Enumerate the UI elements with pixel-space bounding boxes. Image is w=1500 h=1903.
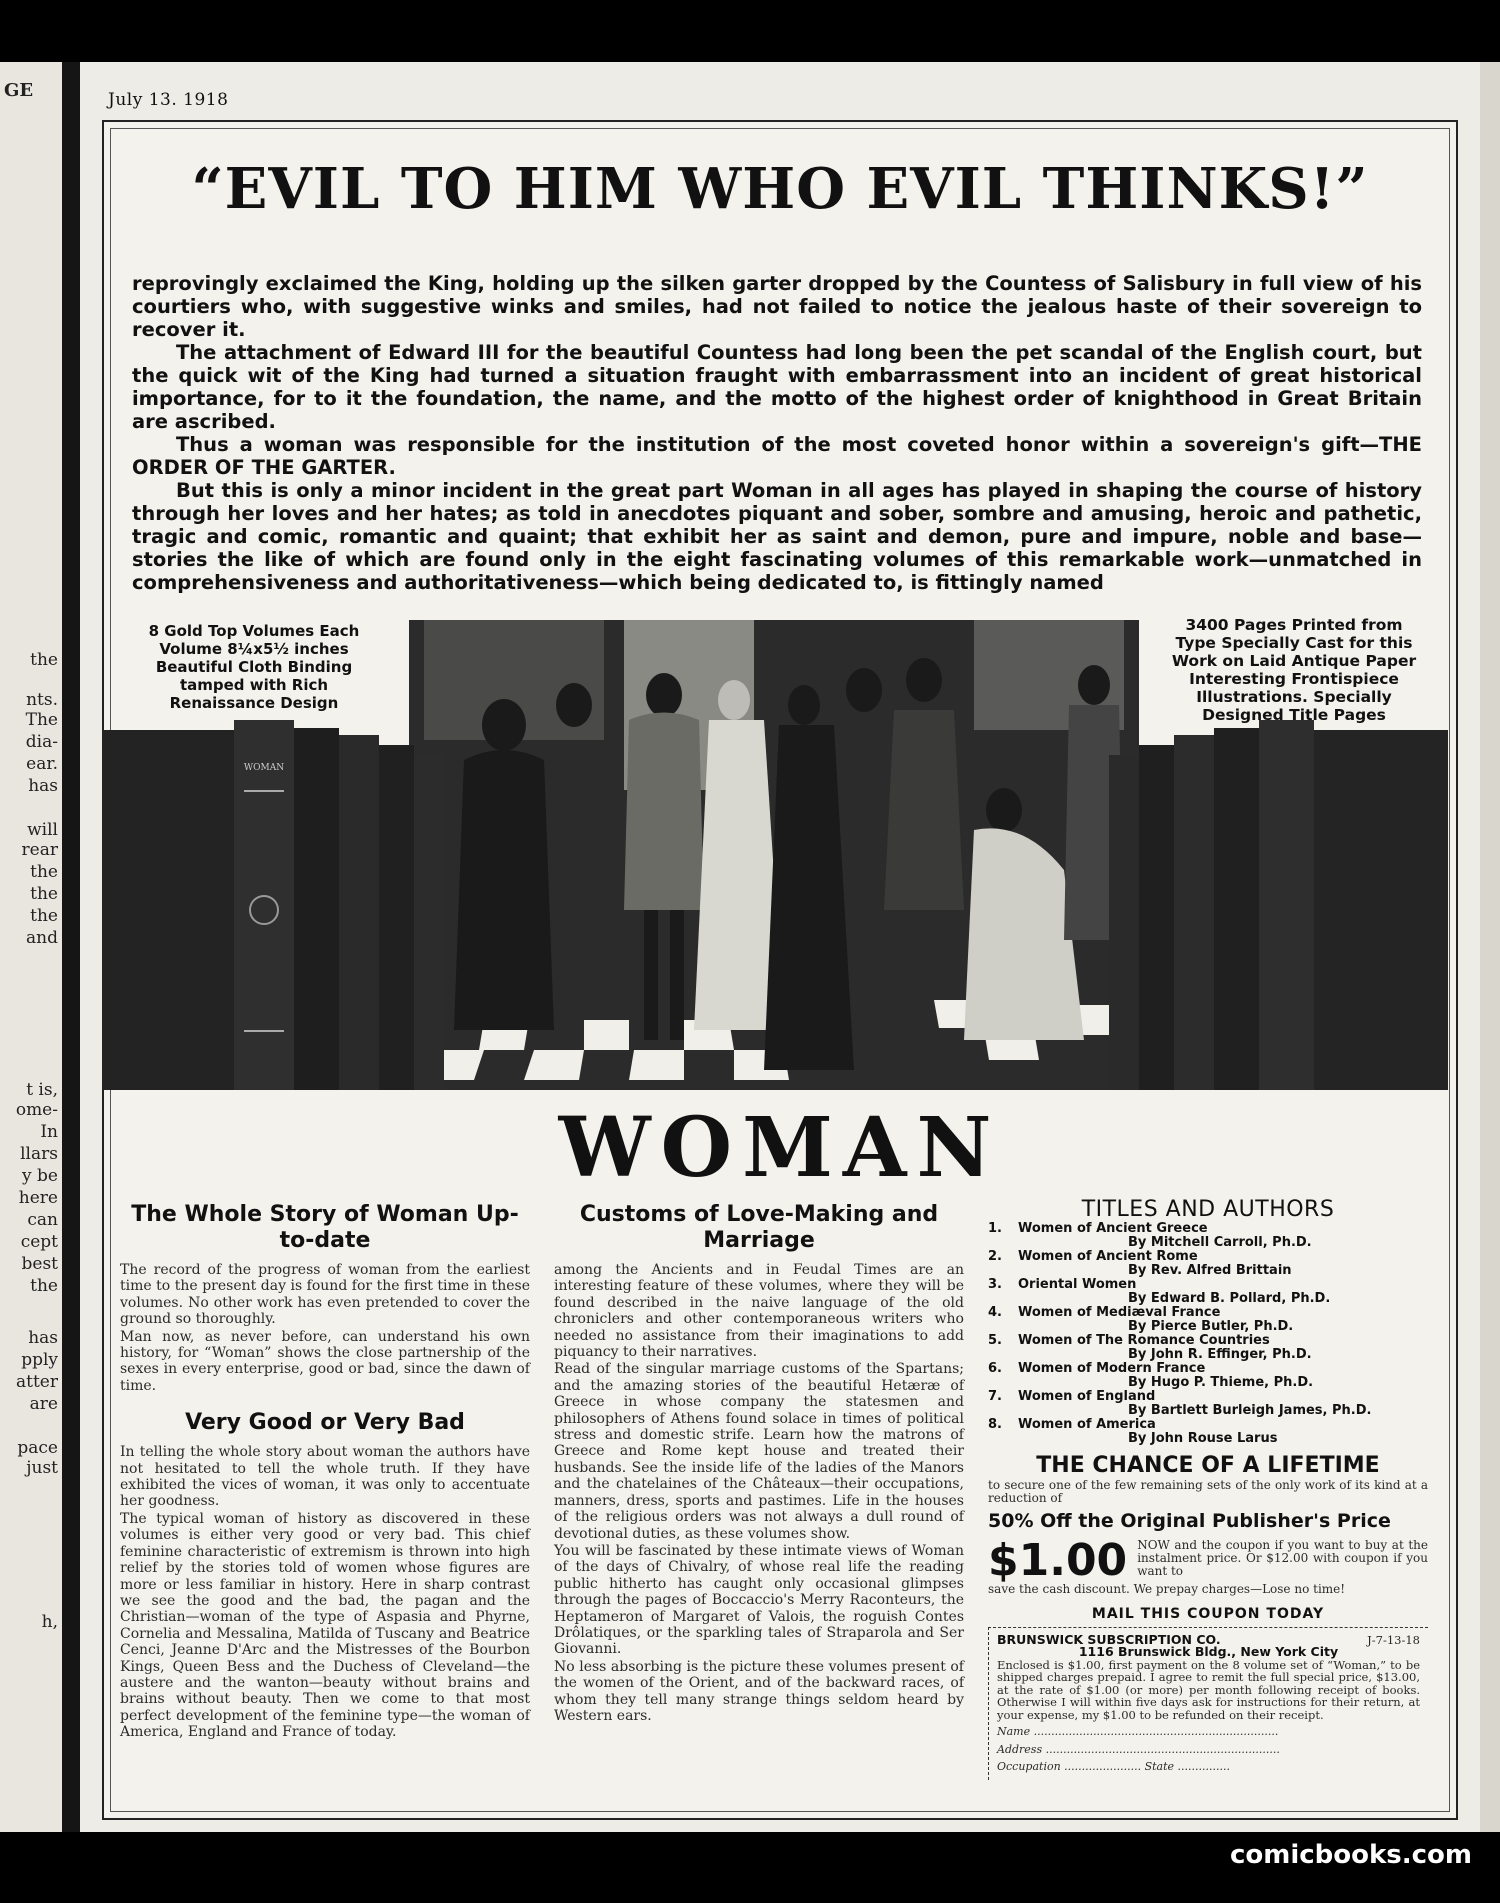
coupon-address: 1116 Brunswick Bldg., New York City (1078, 1644, 1339, 1660)
order-coupon (988, 1627, 1428, 1780)
watermark: comicbooks.com (1229, 1840, 1472, 1870)
adjacent-page-fragment: just (26, 1458, 58, 1478)
column-paragraph: Read of the singular marriage customs of the Spartans; and the amazing stories of the beautiful Hetæræ of Greece in whose company the statesmen and philosophers of Athens found solace in times of political stress and domestic strife. Learn how the matrons of Greece and Rome kept house and treated their husbands. See the inside life of the ladies of the Manors and the chatelaines of the Châteaux—their occupations, manners, dress, sports and pastimes. Life in the houses of the religious orders was not always a dull round of devotional duties, as these volumes show. (554, 1361, 964, 1542)
adjacent-page-fragment: nts. (26, 690, 58, 710)
title-entry (988, 1222, 1428, 1250)
adjacent-page-fragment: ear. (26, 754, 58, 774)
price-text: NOW and the coupon if you want to buy at the instalment price. Or $12.00 with coupon if you want to (1137, 1538, 1428, 1579)
coupon-heading: MAIL THIS COUPON TODAY (1091, 1606, 1325, 1623)
intro-paragraph: reprovingly exclaimed the King, holding up the silken garter dropped by the Countess of Salisbury in full view of his courtiers who, with suggestive winks and smiles, had not failed to notice the jealous haste of their sovereign to recover it. (132, 272, 1422, 341)
column-titles-order (988, 1197, 1428, 1780)
adjacent-page-fragment: y be (22, 1166, 58, 1186)
volume-title: Women of Ancient Greece (1018, 1221, 1208, 1237)
adjacent-page-fragment: the (30, 862, 58, 882)
coupon-code: J-7-13-18 (1367, 1632, 1420, 1647)
column-heading: The Whole Story of Woman Up-to-date (131, 1202, 519, 1253)
adjacent-page-fragment: h, (41, 1612, 58, 1632)
volume-author: By Bartlett Burleigh James, Ph.D. (1128, 1403, 1372, 1419)
volume-author: By Mitchell Carroll, Ph.D. (1128, 1235, 1312, 1251)
coupon-company: BRUNSWICK SUBSCRIPTION CO. (997, 1631, 1221, 1647)
page-right-edge (1480, 62, 1500, 1832)
book-spine-title: WOMAN (243, 763, 285, 773)
chance-heading: THE CHANCE OF A LIFETIME (1036, 1453, 1380, 1479)
title-number: 8. (988, 1417, 1002, 1433)
column-paragraph: Man now, as never before, can understand his own history, for “Woman” shows the close partnership of the sexes in every enterprise, good or bad, since the dawn of time. (120, 1328, 530, 1394)
title-entry (988, 1250, 1428, 1278)
column-paragraph: In telling the whole story about woman the authors have not hesitated to tell the whole truth. If they have exhibited the vices of woman, it was only to accentuate her goodness. (120, 1444, 530, 1510)
adjacent-page-fragment: In (40, 1122, 58, 1142)
column-paragraph: The typical woman of history as discovered in these volumes is either very good or very bad. This chief feminine characteristic of extremism is thrown into high relief by the stories told of women whose figures are more or less familiar in history. Here in sharp contrast we see the good and the bad, the pagan and the Christian—woman of the type of Aspasia and Phyrne, Cornelia and Messalina, Matilda of Tuscany and Beatrice Cenci, Jeanne D'Arc and the Mistresses of the Bourbon Kings, Queen Bess and the Duchess of Cleveland—the austere and the wanton—beauty without brains and brains without beauty. Then we come to that most perfect development of the feminine type—the woman of America, England and France of today. (120, 1510, 530, 1741)
adjacent-page-fragment: the (30, 884, 58, 904)
title-entry (988, 1390, 1428, 1418)
adjacent-page-edge (0, 62, 62, 1832)
adjacent-page-fragment: The (25, 710, 58, 730)
column-paragraph: among the Ancients and in Feudal Times are an interesting feature of these volumes, where they will be found described in the naive language of the old chroniclers and other contemporaneous writers who needed no assistance from their imaginations to add piquancy to their narratives. (554, 1262, 964, 1361)
intro-paragraph: The attachment of Edward III for the beautiful Countess had long been the pet scandal of the English court, but the quick wit of the King had turned a situation fraught with embarrassment into an incident of great historical importance, for to it the foundation, the name, and the motto of the highest order of knighthood in Great Britain are ascribed. (132, 341, 1422, 433)
title-number: 6. (988, 1361, 1002, 1377)
volume-title: Women of Ancient Rome (1018, 1249, 1198, 1265)
adjacent-page-fragment: rear (21, 840, 58, 860)
volume-title: Oriental Women (1018, 1277, 1137, 1293)
adjacent-page-fragment: has (28, 1328, 58, 1348)
volume-title: Women of Modern France (1018, 1361, 1206, 1377)
intro-paragraph: But this is only a minor incident in the great part Woman in all ages has played in shaping the course of history through her loves and her hates; as told in anecdotes piquant and sober, sombre and amusing, heroic and pathetic, tragic and comic, romantic and quaint; that exhibit her as saint and demon, pure and impure, noble and base—stories the like of which are found only in the eight fascinating volumes of this remarkable work—unmatched in comprehensiveness and authoritativeness—which being dedicated to, is fittingly named (132, 479, 1422, 594)
volume-title: Women of Mediæval France (1018, 1305, 1221, 1321)
adjacent-page-fragment: best (21, 1254, 58, 1274)
adjacent-page-fragment: will (27, 820, 58, 840)
volume-author: By Rev. Alfred Brittain (1128, 1263, 1292, 1279)
adjacent-page-fragment: pply (21, 1350, 58, 1370)
adjacent-page-fragment: can (27, 1210, 58, 1230)
volume-title: Women of The Romance Countries (1018, 1333, 1270, 1349)
page-gutter (62, 62, 80, 1832)
volume-author: By Hugo P. Thieme, Ph.D. (1128, 1375, 1314, 1391)
title-entry (988, 1306, 1428, 1334)
title-entry (988, 1278, 1428, 1306)
column-subheading: Very Good or Very Bad (185, 1410, 465, 1436)
adjacent-page-fragment: has (28, 776, 58, 796)
adjacent-page-fragment: pace (17, 1438, 58, 1458)
work-title: WOMAN (558, 1100, 1002, 1196)
column-whole-story (120, 1202, 530, 1742)
column-heading: Customs of Love-Making and Marriage (579, 1202, 939, 1253)
column-paragraph: No less absorbing is the picture these volumes present of the women of the Orient, and of the backward races, of whom they tell many strange things seldom heard by Western ears. (554, 1658, 964, 1724)
adjacent-page-fragment: the (30, 650, 58, 670)
adjacent-page-fragment: dia- (25, 732, 58, 752)
column-paragraph: The record of the progress of woman from the earliest time to the present day is found for the first time in these volumes. No other work has even pretended to cover the ground so thoroughly. (120, 1262, 530, 1328)
price-text-cont: save the cash discount. We prepay charges—Lose no time! (988, 1582, 1346, 1597)
magazine-page (80, 62, 1480, 1832)
advertisement (102, 120, 1458, 1820)
title-entry (988, 1418, 1428, 1446)
titles-heading: TITLES AND AUTHORS (1081, 1197, 1335, 1222)
volume-author: By Edward B. Pollard, Ph.D. (1128, 1291, 1331, 1307)
name-field[interactable]: Name ...................................................................... (997, 1725, 1279, 1739)
price: $1.00 (988, 1535, 1128, 1587)
adjacent-page-fragment: the (30, 1276, 58, 1296)
title-entry (988, 1334, 1428, 1362)
adjacent-page-fragment: t is, (26, 1080, 58, 1100)
volume-author: By John Rouse Larus (1128, 1431, 1278, 1447)
adjacent-page-header: GE (4, 80, 34, 101)
title-number: 3. (988, 1277, 1002, 1293)
column-love-making (554, 1202, 964, 1725)
adjacent-page-fragment: and (26, 928, 58, 948)
adjacent-page-fragment: ome- (15, 1100, 58, 1120)
page-dateline: July 13. 1918 (108, 90, 229, 110)
volume-author: By Pierce Butler, Ph.D. (1128, 1319, 1294, 1335)
chance-text: to secure one of the few remaining sets of the only work of its kind at a reduction of (988, 1477, 1428, 1505)
title-number: 7. (988, 1389, 1002, 1405)
adjacent-page-fragment: llars (20, 1144, 58, 1164)
discount-line: 50% Off the Original Publisher's Price (988, 1509, 1391, 1532)
title-number: 1. (988, 1221, 1002, 1237)
title-number: 2. (988, 1249, 1002, 1265)
print-specs: 3400 Pages Printed from Type Specially Cast for this Work on Laid Antique Paper Interesting Frontispiece Illustrations. Specially Designed Title Pages (1171, 616, 1417, 724)
price-row (988, 1535, 1428, 1587)
occupation-state-field[interactable]: Occupation ...................... State ............... (997, 1760, 1230, 1774)
volume-title: Women of England (1018, 1389, 1156, 1405)
title-entry (988, 1362, 1428, 1390)
adjacent-page-fragment: cept (20, 1232, 58, 1252)
address-field[interactable]: Address ................................................................... (997, 1742, 1280, 1756)
ad-headline: “EVIL TO HIM WHO EVIL THINKS!” (191, 156, 1369, 222)
column-paragraph: You will be fascinated by these intimate views of Woman of the days of Chivalry, of whose real life the reading public hitherto has caught only occasional glimpses through the pages of Boccaccio's Merry Raconteurs, the Heptameron of Margaret of Valois, the roguish Contes Drôlatiques, or the sparkling tales of Straparola and Ser Giovanni. (554, 1542, 964, 1658)
coupon-body: Enclosed is $1.00, first payment on the 8 volume set of “Woman,” to be shipped charges prepaid. I agree to remit the full special price, $13.00, at the rate of $1.00 (or more) per month following receipt of books. Otherwise I will within five days ask for instructions for their return, at your expense, my $1.00 to be refunded on their receipt. (997, 1657, 1420, 1722)
adjacent-page-fragment: are (29, 1394, 58, 1414)
volume-author: By John R. Effinger, Ph.D. (1128, 1347, 1312, 1363)
adjacent-page-fragment: the (30, 906, 58, 926)
title-number: 5. (988, 1333, 1002, 1349)
scan-top-border (0, 0, 1500, 62)
volume-specs: 8 Gold Top Volumes Each Volume 8¼x5½ inches Beautiful Cloth Binding tamped with Rich Renaissance Design (148, 622, 360, 712)
intro-paragraph: Thus a woman was responsible for the institution of the most coveted honor within a sovereign's gift—THE ORDER OF THE GARTER. (132, 433, 1422, 479)
volume-title: Women of America (1018, 1417, 1156, 1433)
title-list (988, 1222, 1428, 1446)
intro-text (132, 272, 1422, 594)
title-number: 4. (988, 1305, 1002, 1321)
adjacent-page-fragment: atter (16, 1372, 58, 1392)
adjacent-page-fragment: here (18, 1188, 58, 1208)
